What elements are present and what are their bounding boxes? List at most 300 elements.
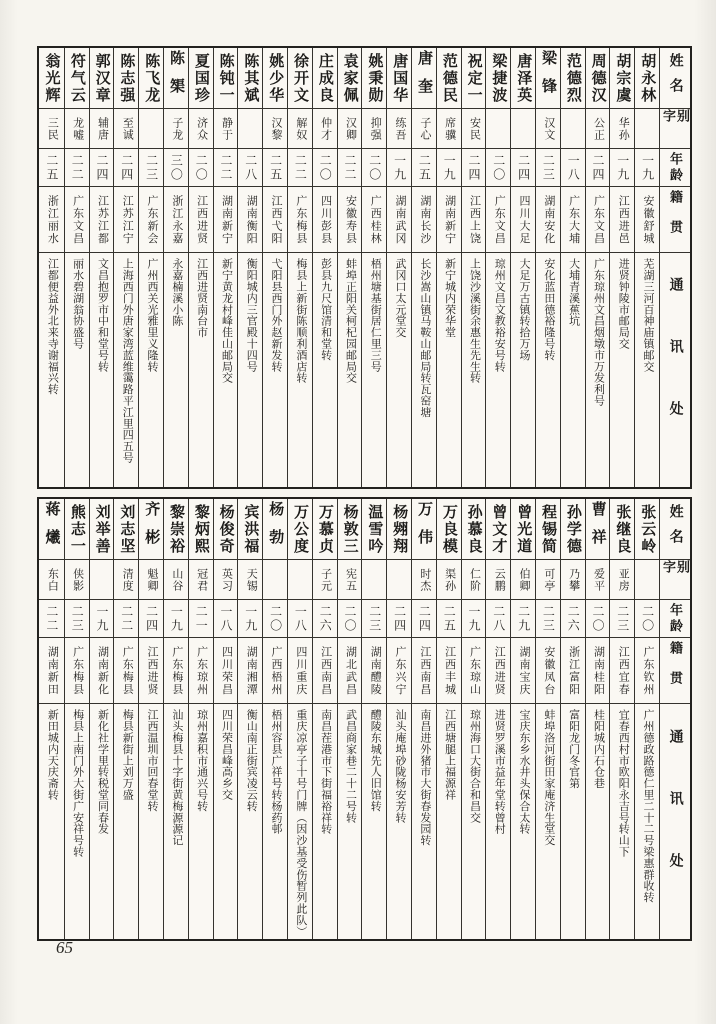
courtesy-name-cell bbox=[635, 559, 659, 599]
address-cell: 琼州嘉积市通兴号转 bbox=[189, 703, 213, 939]
age-cell: 二五 bbox=[39, 148, 64, 186]
address-cell: 新田城内天庆斋转 bbox=[39, 703, 64, 939]
age-cell: 二三 bbox=[536, 148, 560, 186]
age-cell: 二六 bbox=[313, 599, 337, 637]
address-cell: 汕头梅县十字街黄梅源源记 bbox=[164, 703, 188, 939]
address-cell: 安化蓝田德裕隆号转 bbox=[536, 252, 560, 487]
address-cell: 宝庆东乡水井头保合太转 bbox=[511, 703, 535, 939]
address-cell: 南昌进外猪市大街春发园转 bbox=[412, 703, 436, 939]
age-cell: 二四 bbox=[90, 148, 114, 186]
native-place-cell: 江西丰城 bbox=[437, 637, 461, 703]
address-cell: 衡山南正街宾凌云转 bbox=[238, 703, 262, 939]
entry-column bbox=[262, 48, 287, 487]
name-cell: 程锡简 bbox=[540, 503, 557, 555]
courtesy-name-cell: 仲才 bbox=[313, 108, 337, 148]
address-cell: 江西进贤南台市 bbox=[189, 252, 213, 487]
entry-column bbox=[510, 499, 535, 939]
age-cell: 二〇 bbox=[338, 599, 362, 637]
address-cell: 江西塘腿上福源祥 bbox=[437, 703, 461, 939]
age-cell: 二八 bbox=[238, 148, 262, 186]
name-cell: 陈飞龙 bbox=[143, 52, 160, 104]
entry-column bbox=[287, 499, 312, 939]
courtesy-name-cell: 练吾 bbox=[387, 108, 411, 148]
address-cell: 汕头庵埠砂陇杨安芳转 bbox=[387, 703, 411, 939]
address-cell: 蚌埠洛河街田家庵济生堂交 bbox=[536, 703, 560, 939]
name-cell: 杨敦三 bbox=[341, 503, 358, 555]
age-cell: 二〇 bbox=[189, 148, 213, 186]
native-place-cell: 江西上饶 bbox=[462, 186, 486, 252]
native-place-cell: 江西进贤 bbox=[189, 186, 213, 252]
courtesy-name-cell: 宪五 bbox=[338, 559, 362, 599]
address-cell: 广州西关光雅里义隆转 bbox=[139, 252, 163, 487]
address-cell: 琼州文昌文教裕安号转 bbox=[486, 252, 510, 487]
age-cell: 二〇 bbox=[635, 599, 659, 637]
entry-column bbox=[113, 48, 138, 487]
entry-column bbox=[188, 499, 213, 939]
age-cell: 一九 bbox=[387, 148, 411, 186]
entry-column bbox=[560, 499, 585, 939]
courtesy-name-cell: 抑强 bbox=[362, 108, 386, 148]
header-address-label: 通讯处 bbox=[660, 252, 690, 487]
entry-column bbox=[163, 48, 188, 487]
courtesy-name-cell bbox=[238, 108, 262, 148]
name-cell: 符气云 bbox=[68, 52, 85, 104]
header-zi-label: 别字 bbox=[660, 108, 690, 148]
name-cell: 陈钝一 bbox=[217, 52, 234, 104]
courtesy-name-cell: 辅唐 bbox=[90, 108, 114, 148]
entry-column bbox=[609, 48, 634, 487]
courtesy-name-cell: 解奴 bbox=[288, 108, 312, 148]
address-cell: 梧州塘基街居仁里三号 bbox=[362, 252, 386, 487]
entry-column bbox=[436, 48, 461, 487]
name-cell: 万伟 bbox=[416, 501, 433, 557]
age-cell: 二三 bbox=[536, 599, 560, 637]
entry-column bbox=[89, 499, 114, 939]
native-place-cell: 江西弋阳 bbox=[263, 186, 287, 252]
name-cell: 熊志一 bbox=[68, 503, 85, 555]
name-cell: 唐泽英 bbox=[515, 52, 532, 104]
entry-column bbox=[39, 499, 64, 939]
age-cell: 一九 bbox=[610, 148, 634, 186]
name-cell: 梁捷波 bbox=[490, 52, 507, 104]
address-cell: 桂阳城内石仓巷 bbox=[586, 703, 610, 939]
courtesy-name-cell: 至诚 bbox=[114, 108, 138, 148]
name-cell: 黎炳熙 bbox=[192, 503, 209, 555]
name-cell: 杨勃 bbox=[267, 501, 284, 557]
upper-header-column bbox=[659, 48, 690, 487]
courtesy-name-cell: 乃攀 bbox=[561, 559, 585, 599]
entry-column bbox=[585, 499, 610, 939]
native-place-cell: 安徽寿县 bbox=[338, 186, 362, 252]
entry-column bbox=[461, 48, 486, 487]
address-cell: 武冈口太元堂交 bbox=[387, 252, 411, 487]
age-cell: 二三 bbox=[139, 148, 163, 186]
age-cell: 一九 bbox=[238, 599, 262, 637]
name-cell: 宾洪福 bbox=[242, 503, 259, 555]
name-cell: 刘举善 bbox=[93, 503, 110, 555]
address-cell: 衡阳城内三官殿十四号 bbox=[238, 252, 262, 487]
entry-column bbox=[138, 499, 163, 939]
courtesy-name-cell: 华孙 bbox=[610, 108, 634, 148]
entry-column bbox=[213, 48, 238, 487]
courtesy-name-cell: 天锡 bbox=[238, 559, 262, 599]
name-cell: 曾光道 bbox=[515, 503, 532, 555]
native-place-cell: 湖南桂阳 bbox=[586, 637, 610, 703]
courtesy-name-cell: 公正 bbox=[586, 108, 610, 148]
address-cell: 梅县上新街陈顺利酒店转 bbox=[288, 252, 312, 487]
name-cell: 郭汉章 bbox=[93, 52, 110, 104]
age-cell: 一九 bbox=[635, 148, 659, 186]
courtesy-name-cell: 仁阶 bbox=[462, 559, 486, 599]
native-place-cell: 湖南宝庆 bbox=[511, 637, 535, 703]
native-place-cell: 安徽舒城 bbox=[635, 186, 659, 252]
courtesy-name-cell bbox=[561, 108, 585, 148]
native-place-cell: 江西南昌 bbox=[412, 637, 436, 703]
age-cell: 二〇 bbox=[313, 148, 337, 186]
entry-column bbox=[64, 499, 89, 939]
courtesy-name-cell: 亚房 bbox=[610, 559, 634, 599]
courtesy-name-cell: 魁卿 bbox=[139, 559, 163, 599]
native-place-cell: 浙江永嘉 bbox=[164, 186, 188, 252]
native-place-cell: 湖南湘潭 bbox=[238, 637, 262, 703]
age-cell: 二三 bbox=[362, 599, 386, 637]
name-cell: 张云岭 bbox=[639, 503, 656, 555]
name-cell: 杨翙翔 bbox=[391, 503, 408, 555]
address-cell: 梅县上南门外大街广安祥号转 bbox=[65, 703, 89, 939]
native-place-cell: 湖南武冈 bbox=[387, 186, 411, 252]
native-place-cell: 广东琼山 bbox=[462, 637, 486, 703]
entry-column bbox=[138, 48, 163, 487]
courtesy-name-cell: 汉文 bbox=[536, 108, 560, 148]
native-place-cell: 江西宜春 bbox=[610, 637, 634, 703]
courtesy-name-cell: 三民 bbox=[39, 108, 64, 148]
age-cell: 二二 bbox=[288, 148, 312, 186]
age-cell: 一九 bbox=[90, 599, 114, 637]
native-place-cell: 广东兴宁 bbox=[387, 637, 411, 703]
entry-column bbox=[411, 48, 436, 487]
entry-column bbox=[535, 499, 560, 939]
courtesy-name-cell: 东白 bbox=[39, 559, 64, 599]
name-cell: 胡宗虞 bbox=[614, 52, 631, 104]
native-place-cell: 四川重庆 bbox=[288, 637, 312, 703]
name-cell: 孙学德 bbox=[564, 503, 581, 555]
address-cell: 上饶沙溪街余惠生先生转 bbox=[462, 252, 486, 487]
age-cell: 二六 bbox=[561, 599, 585, 637]
native-place-cell: 江苏江宁 bbox=[114, 186, 138, 252]
name-cell: 唐奎 bbox=[416, 50, 433, 106]
courtesy-name-cell bbox=[511, 108, 535, 148]
address-cell: 江都便益外北来寺谢福兴转 bbox=[39, 252, 64, 487]
age-cell: 二四 bbox=[586, 148, 610, 186]
header-age-label: 年龄 bbox=[660, 599, 690, 637]
entry-column bbox=[386, 48, 411, 487]
address-cell: 富阳龙门冬官第 bbox=[561, 703, 585, 939]
name-cell: 曹祥 bbox=[589, 501, 606, 557]
age-cell: 二五 bbox=[437, 599, 461, 637]
address-cell: 永嘉楠溪小陈 bbox=[164, 252, 188, 487]
courtesy-name-cell: 伯卿 bbox=[511, 559, 535, 599]
name-cell: 曾文才 bbox=[490, 503, 507, 555]
entry-column bbox=[312, 48, 337, 487]
native-place-cell: 江西进邑 bbox=[610, 186, 634, 252]
courtesy-name-cell: 山谷 bbox=[164, 559, 188, 599]
name-cell: 张继良 bbox=[614, 503, 631, 555]
name-cell: 万慕贞 bbox=[316, 503, 333, 555]
name-cell: 温雪吟 bbox=[366, 503, 383, 555]
courtesy-name-cell: 静于 bbox=[214, 108, 238, 148]
lower-directory-table bbox=[37, 497, 692, 941]
name-cell: 胡永林 bbox=[639, 52, 656, 104]
native-place-cell: 湖南醴陵 bbox=[362, 637, 386, 703]
address-cell: 彭县九尺馆清和堂转 bbox=[313, 252, 337, 487]
name-cell: 袁家佩 bbox=[341, 52, 358, 104]
name-cell: 范德民 bbox=[440, 52, 457, 104]
name-cell: 齐彬 bbox=[143, 501, 160, 557]
name-cell: 翁光辉 bbox=[43, 52, 60, 104]
entry-column bbox=[213, 499, 238, 939]
courtesy-name-cell: 济众 bbox=[189, 108, 213, 148]
entry-column bbox=[560, 48, 585, 487]
native-place-cell: 广东梅县 bbox=[164, 637, 188, 703]
age-cell: 二二 bbox=[39, 599, 64, 637]
courtesy-name-cell bbox=[288, 559, 312, 599]
age-cell: 二二 bbox=[338, 148, 362, 186]
native-place-cell: 四川大足 bbox=[511, 186, 535, 252]
courtesy-name-cell: 席骥 bbox=[437, 108, 461, 148]
native-place-cell: 广东梅县 bbox=[288, 186, 312, 252]
entry-column bbox=[386, 499, 411, 939]
age-cell: 二〇 bbox=[263, 599, 287, 637]
courtesy-name-cell: 侠影 bbox=[65, 559, 89, 599]
age-cell: 二九 bbox=[511, 599, 535, 637]
age-cell: 二四 bbox=[114, 148, 138, 186]
address-cell: 上海西门外唐家湾蓝维霭路平江里四五号 bbox=[114, 252, 138, 487]
courtesy-name-cell bbox=[263, 559, 287, 599]
address-cell: 琼州海口大街合和昌交 bbox=[462, 703, 486, 939]
entry-column bbox=[634, 48, 659, 487]
age-cell: 二四 bbox=[511, 148, 535, 186]
name-cell: 庄成良 bbox=[316, 52, 333, 104]
address-cell: 新宁黄龙村峰佳山邮局交 bbox=[214, 252, 238, 487]
address-cell: 长沙嵩山镇马鞍山邮局转瓦窑塘 bbox=[412, 252, 436, 487]
entry-column bbox=[312, 499, 337, 939]
courtesy-name-cell bbox=[635, 108, 659, 148]
name-cell: 姚少华 bbox=[267, 52, 284, 104]
address-cell: 大埔青溪蕉坑 bbox=[561, 252, 585, 487]
header-zi-label: 别字 bbox=[660, 559, 690, 599]
entry-column bbox=[461, 499, 486, 939]
native-place-cell: 广西梧州 bbox=[263, 637, 287, 703]
native-place-cell: 广东梅县 bbox=[65, 637, 89, 703]
native-place-cell: 广东钦州 bbox=[635, 637, 659, 703]
native-place-cell: 四川荣昌 bbox=[214, 637, 238, 703]
entry-column bbox=[634, 499, 659, 939]
entry-column bbox=[163, 499, 188, 939]
entry-column bbox=[237, 499, 262, 939]
age-cell: 二三 bbox=[610, 599, 634, 637]
age-cell: 二一 bbox=[189, 599, 213, 637]
page-number: 65 bbox=[56, 938, 73, 957]
courtesy-name-cell: 可亭 bbox=[536, 559, 560, 599]
age-cell: 二八 bbox=[486, 599, 510, 637]
entry-column bbox=[237, 48, 262, 487]
native-place-cell: 湖南新化 bbox=[90, 637, 114, 703]
native-place-cell: 广东大埔 bbox=[561, 186, 585, 252]
address-cell: 进贤罗溪市益年堂转曾村 bbox=[486, 703, 510, 939]
courtesy-name-cell: 安民 bbox=[462, 108, 486, 148]
native-place-cell: 湖南长沙 bbox=[412, 186, 436, 252]
native-place-cell: 湖北武昌 bbox=[338, 637, 362, 703]
native-place-cell: 四川彭县 bbox=[313, 186, 337, 252]
age-cell: 一八 bbox=[288, 599, 312, 637]
native-place-cell: 广西桂林 bbox=[362, 186, 386, 252]
native-place-cell: 江西南昌 bbox=[313, 637, 337, 703]
age-cell: 二四 bbox=[139, 599, 163, 637]
native-place-cell: 江苏江都 bbox=[90, 186, 114, 252]
entry-column bbox=[361, 499, 386, 939]
native-place-cell: 湖南新田 bbox=[39, 637, 64, 703]
age-cell: 一九 bbox=[164, 599, 188, 637]
address-cell: 蚌埠正阳关柯杞园邮局交 bbox=[338, 252, 362, 487]
courtesy-name-cell: 英习 bbox=[214, 559, 238, 599]
header-native-label: 籍贯 bbox=[660, 637, 690, 703]
courtesy-name-cell bbox=[486, 108, 510, 148]
address-cell: 丽水碧湖翁协盛号 bbox=[65, 252, 89, 487]
native-place-cell: 广东琼州 bbox=[189, 637, 213, 703]
native-place-cell: 江西进贤 bbox=[486, 637, 510, 703]
name-cell: 万良模 bbox=[440, 503, 457, 555]
name-cell: 蒋爔 bbox=[43, 501, 60, 557]
age-cell: 二四 bbox=[412, 599, 436, 637]
address-cell: 南昌茬港市下街福裕祥转 bbox=[313, 703, 337, 939]
header-native-label: 籍贯 bbox=[660, 186, 690, 252]
native-place-cell: 广东新会 bbox=[139, 186, 163, 252]
courtesy-name-cell bbox=[139, 108, 163, 148]
age-cell: 二五 bbox=[412, 148, 436, 186]
address-cell: 江西温圳市回春堂转 bbox=[139, 703, 163, 939]
entry-column bbox=[585, 48, 610, 487]
address-cell: 武昌商家巷二十二号转 bbox=[338, 703, 362, 939]
age-cell: 一九 bbox=[437, 148, 461, 186]
entry-column bbox=[361, 48, 386, 487]
entry-column bbox=[535, 48, 560, 487]
courtesy-name-cell: 渠孙 bbox=[437, 559, 461, 599]
address-cell: 梅县新街上刘万盛 bbox=[114, 703, 138, 939]
address-cell: 芜湖三河百神庙镇邮交 bbox=[635, 252, 659, 487]
courtesy-name-cell: 子龙 bbox=[164, 108, 188, 148]
courtesy-name-cell bbox=[90, 559, 114, 599]
courtesy-name-cell: 清度 bbox=[114, 559, 138, 599]
courtesy-name-cell: 子元 bbox=[313, 559, 337, 599]
age-cell: 二〇 bbox=[586, 599, 610, 637]
age-cell: 二〇 bbox=[486, 148, 510, 186]
name-cell: 孙慕良 bbox=[465, 503, 482, 555]
age-cell: 一九 bbox=[462, 599, 486, 637]
age-cell: 二四 bbox=[387, 599, 411, 637]
entry-column bbox=[89, 48, 114, 487]
name-cell: 唐国华 bbox=[391, 52, 408, 104]
name-cell: 梁锋 bbox=[540, 50, 557, 106]
courtesy-name-cell bbox=[387, 559, 411, 599]
name-cell: 徐开文 bbox=[292, 52, 309, 104]
lower-header-column bbox=[659, 499, 690, 939]
entry-column bbox=[39, 48, 64, 487]
entry-column bbox=[485, 499, 510, 939]
courtesy-name-cell: 汉黎 bbox=[263, 108, 287, 148]
native-place-cell: 浙江丽水 bbox=[39, 186, 64, 252]
header-address-label: 通讯处 bbox=[660, 703, 690, 939]
entry-column bbox=[337, 48, 362, 487]
age-cell: 三〇 bbox=[164, 148, 188, 186]
address-cell: 重庆凉亭子十号门牌（因沙基受伤暂列此队） bbox=[288, 703, 312, 939]
entry-column bbox=[485, 48, 510, 487]
upper-directory-table bbox=[37, 46, 692, 489]
age-cell: 二二 bbox=[114, 599, 138, 637]
courtesy-name-cell: 时杰 bbox=[412, 559, 436, 599]
age-cell: 二〇 bbox=[362, 148, 386, 186]
name-cell: 范德烈 bbox=[564, 52, 581, 104]
entry-column bbox=[337, 499, 362, 939]
address-cell: 梧州容县广祥号转杨药邨 bbox=[263, 703, 287, 939]
header-age-label: 年龄 bbox=[660, 148, 690, 186]
age-cell: 二三 bbox=[65, 599, 89, 637]
age-cell: 二二 bbox=[214, 148, 238, 186]
name-cell: 黎崇裕 bbox=[168, 503, 185, 555]
entry-column bbox=[510, 48, 535, 487]
address-cell: 四川荣昌峰高乡交 bbox=[214, 703, 238, 939]
address-cell: 弋阳县西门外赵新发转 bbox=[263, 252, 287, 487]
native-place-cell: 湖南新宁 bbox=[214, 186, 238, 252]
address-cell: 大足万古镇转拾万场 bbox=[511, 252, 535, 487]
entry-column bbox=[262, 499, 287, 939]
native-place-cell: 广东文昌 bbox=[586, 186, 610, 252]
name-cell: 夏国珍 bbox=[192, 52, 209, 104]
address-cell: 新宁城内荣华堂 bbox=[437, 252, 461, 487]
native-place-cell: 广东文昌 bbox=[486, 186, 510, 252]
age-cell: 二二 bbox=[65, 148, 89, 186]
address-cell: 新化社学里转税堂同春发 bbox=[90, 703, 114, 939]
courtesy-name-cell: 云鹏 bbox=[486, 559, 510, 599]
courtesy-name-cell: 龙嘘 bbox=[65, 108, 89, 148]
entry-column bbox=[188, 48, 213, 487]
courtesy-name-cell: 爱平 bbox=[586, 559, 610, 599]
entry-column bbox=[436, 499, 461, 939]
name-cell: 陈志强 bbox=[118, 52, 135, 104]
name-cell: 万公度 bbox=[292, 503, 309, 555]
age-cell: 二五 bbox=[263, 148, 287, 186]
native-place-cell: 湖南安化 bbox=[536, 186, 560, 252]
name-cell: 祝定一 bbox=[465, 52, 482, 104]
header-name-label: 姓名 bbox=[667, 504, 683, 554]
entry-column bbox=[411, 499, 436, 939]
name-cell: 陈榘 bbox=[168, 50, 185, 106]
native-place-cell: 广东文昌 bbox=[65, 186, 89, 252]
courtesy-name-cell: 汉卿 bbox=[338, 108, 362, 148]
native-place-cell: 湖南新宁 bbox=[437, 186, 461, 252]
address-cell: 广州德政路德仁里二十二号梁惠群收转 bbox=[635, 703, 659, 939]
courtesy-name-cell: 子心 bbox=[412, 108, 436, 148]
entry-column bbox=[113, 499, 138, 939]
name-cell: 陈其斌 bbox=[242, 52, 259, 104]
entry-column bbox=[287, 48, 312, 487]
native-place-cell: 浙江富阳 bbox=[561, 637, 585, 703]
age-cell: 二四 bbox=[462, 148, 486, 186]
native-place-cell: 安徽凤台 bbox=[536, 637, 560, 703]
courtesy-name-cell: 冠君 bbox=[189, 559, 213, 599]
age-cell: 一八 bbox=[561, 148, 585, 186]
native-place-cell: 广东梅县 bbox=[114, 637, 138, 703]
entry-column bbox=[609, 499, 634, 939]
